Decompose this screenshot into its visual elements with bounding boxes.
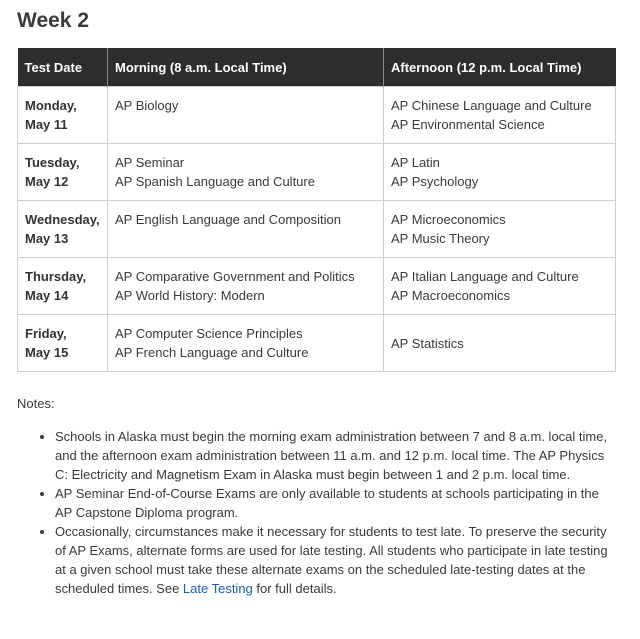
exam-name: AP Latin (391, 155, 440, 170)
note-text: AP Seminar End-of-Course Exams are only available to students at schools participating in the AP Capstone Diploma program. (55, 486, 599, 520)
afternoon-cell (384, 87, 616, 144)
exam-name: AP Biology (115, 98, 179, 113)
exam-name: AP Environmental Science (391, 117, 545, 132)
table-row (18, 144, 616, 201)
afternoon-cell (384, 144, 616, 201)
exam-name: AP French Language and Culture (115, 345, 309, 360)
exam-name: AP Macroeconomics (391, 288, 510, 303)
morning-cell (108, 144, 384, 201)
exam-name: AP Computer Science Principles (115, 326, 303, 341)
test-date-cell (18, 315, 108, 372)
exam-name: AP Spanish Language and Culture (115, 174, 315, 189)
column-header-afternoon: Afternoon (12 p.m. Local Time) (384, 48, 616, 87)
exam-name: AP Comparative Government and Politics (115, 269, 355, 284)
day-label: Tuesday, (25, 155, 80, 170)
exam-name: AP Music Theory (391, 231, 490, 246)
note-item (55, 484, 615, 522)
morning-cell (108, 315, 384, 372)
morning-cell (108, 258, 384, 315)
afternoon-cell (384, 201, 616, 258)
afternoon-cell (384, 258, 616, 315)
late-testing-link[interactable]: Late Testing (182, 581, 253, 596)
column-header-test-date: Test Date (18, 48, 108, 87)
day-label: Wednesday, (25, 212, 100, 227)
note-text: Schools in Alaska must begin the morning exam administration between 7 and 8 a.m. local time, and the afternoon exam administration between 11 a.m. and 12 p.m. local time. The AP Physics C: Electricity and Magnetism Exam in Alaska must begin between 1 and 2 p.m. local time. (55, 429, 608, 482)
table-row (18, 201, 616, 258)
test-date-cell (18, 144, 108, 201)
exam-name: AP English Language and Composition (115, 212, 341, 227)
exam-name: AP World History: Modern (115, 288, 265, 303)
test-date-cell (18, 201, 108, 258)
table-row (18, 315, 616, 372)
table-header-row (18, 48, 616, 87)
date-label: May 13 (25, 231, 69, 246)
notes-list (17, 427, 615, 598)
morning-cell (108, 201, 384, 258)
column-header-morning: Morning (8 a.m. Local Time) (108, 48, 384, 87)
day-label: Thursday, (25, 269, 87, 284)
date-label: May 14 (25, 288, 69, 303)
page-title: Week 2 (17, 9, 89, 32)
date-label: May 15 (25, 345, 69, 360)
notes-label: Notes: (17, 396, 55, 411)
note-item (55, 427, 615, 484)
afternoon-cell (384, 315, 616, 372)
test-date-cell (18, 258, 108, 315)
date-label: May 12 (25, 174, 69, 189)
table-row (18, 87, 616, 144)
day-label: Monday, (25, 98, 77, 113)
exam-name: AP Seminar (115, 155, 185, 170)
exam-name: AP Italian Language and Culture (391, 269, 579, 284)
morning-cell (108, 87, 384, 144)
table-row (18, 258, 616, 315)
note-item (55, 522, 615, 598)
exam-name: AP Microeconomics (391, 212, 506, 227)
exam-name: AP Chinese Language and Culture (391, 98, 592, 113)
test-date-cell (18, 87, 108, 144)
day-label: Friday, (25, 326, 67, 341)
note-text-suffix: for full details. (252, 581, 337, 596)
exam-name: AP Statistics (391, 335, 464, 351)
exam-name: AP Psychology (391, 174, 479, 189)
date-label: May 11 (25, 117, 68, 132)
schedule-table (17, 48, 616, 372)
note-text: Occasionally, circumstances make it necessary for students to test late. To preserve the security of AP Exams, alternate forms are used for late testing. All students who participate in late testing at a given school must take these alternate exams on the scheduled late-testing dates at the scheduled times. See (55, 524, 608, 596)
